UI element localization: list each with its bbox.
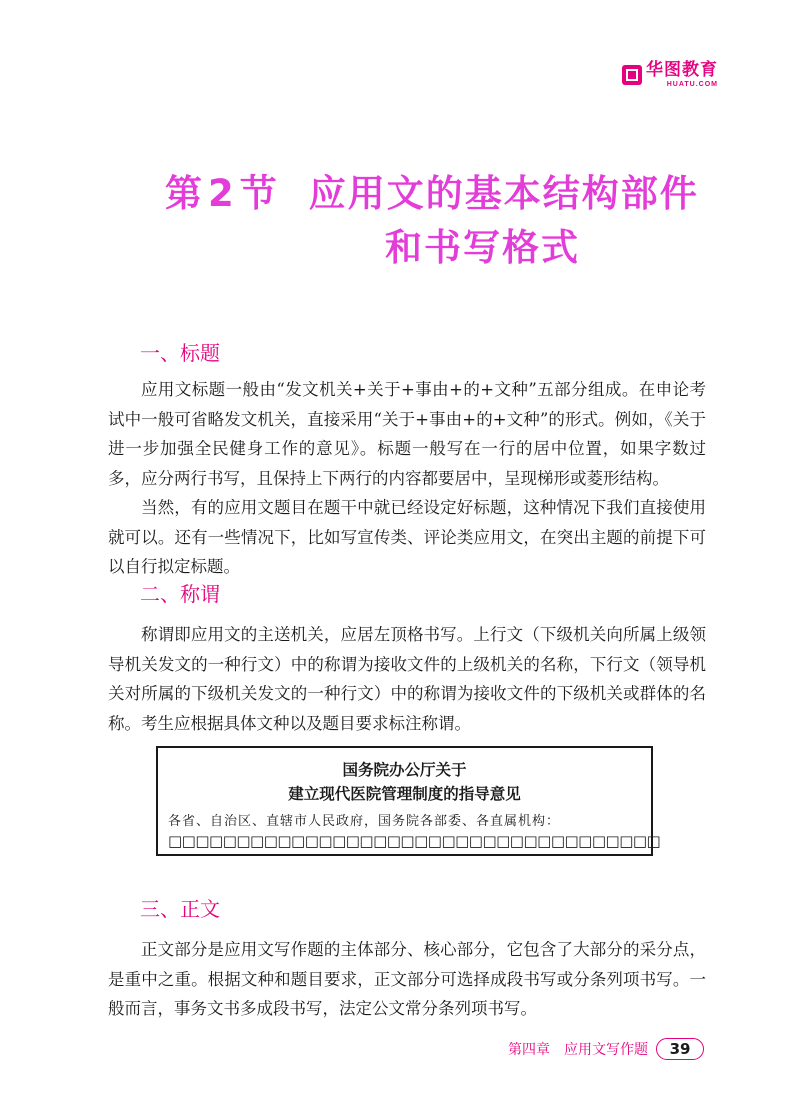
section-heading-salutation: 二、称谓 bbox=[140, 582, 220, 606]
example-placeholder-text: □□□□□□□□□□□□□□□□□□□□□□□□□□□□□□□□□□□□ bbox=[168, 832, 661, 850]
example-title-line-1: 国务院办公厅关于 bbox=[342, 760, 467, 779]
example-addressee: 各省、自治区、直辖市人民政府，国务院各部委、各直属机构： bbox=[168, 814, 561, 829]
page-title-line-2: 和书写格式 bbox=[385, 226, 580, 269]
section-2-paragraph-1: 称谓即应用文的主送机关，应居左顶格书写。上行文（下级机关向所属上级领导机关发文的一种行文）中的称谓为接收文件的上级机关的名称，下行文（领导机关对所属的下级机关发文的一种行文）中的称谓为接收文件的下级机关或群体的名称。考生应根据具体文种以及题目要求标注称谓。 bbox=[108, 625, 706, 733]
title-main-text: 应用文的基本结构部件 bbox=[308, 172, 699, 215]
title-suffix: 节 bbox=[239, 172, 279, 215]
section-heading-body: 三、正文 bbox=[140, 897, 220, 921]
example-document-box bbox=[156, 746, 661, 856]
title-prefix: 第 bbox=[165, 172, 204, 215]
page-number: 39 bbox=[656, 1038, 704, 1060]
logo-chinese-name: 华图教育 bbox=[646, 60, 718, 80]
example-title-line-2: 建立现代医院管理制度的指导意见 bbox=[288, 784, 521, 803]
section-1-paragraph-2: 当然，有的应用文题目在题干中就已经设定好标题，这种情况下我们直接使用就可以。还有一些情况下，比如写宣传类、评论类应用文，在突出主题的前提下可以自行拟定标题。 bbox=[108, 498, 706, 576]
page-title-line-1 bbox=[165, 163, 699, 217]
footer-subject: 应用文写作题 bbox=[564, 1042, 648, 1058]
logo-english-name: HUATU.COM bbox=[666, 81, 718, 88]
brand-logo bbox=[622, 62, 718, 88]
section-3-paragraph-1: 正文部分是应用文写作题的主体部分、核心部分，它包含了大部分的采分点，是重中之重。根据文种和题目要求，正文部分可选择成段书写或分条列项书写。一般而言，事务文书多成段书写，法定公文常分条列项书写。 bbox=[108, 940, 706, 1018]
title-section-number: 2 bbox=[208, 172, 236, 215]
section-1-paragraph-1: 应用文标题一般由“发文机关+关于+事由+的+文种”五部分组成。在申论考试中一般可省略发文机关，直接采用“关于+事由+的+文种”的形式。例如，《关于进一步加强全民健身工作的意见》。标题一般写在一行的居中位置，如果字数过多，应分两行书写，且保持上下两行的内容都要居中，呈现梯形或菱形结构。 bbox=[108, 380, 706, 488]
section-heading-title: 一、标题 bbox=[140, 341, 220, 365]
logo-text bbox=[646, 62, 718, 88]
huatu-logo-icon bbox=[622, 65, 642, 85]
footer-chapter: 第四章 bbox=[508, 1042, 550, 1058]
page-footer bbox=[508, 1038, 704, 1060]
